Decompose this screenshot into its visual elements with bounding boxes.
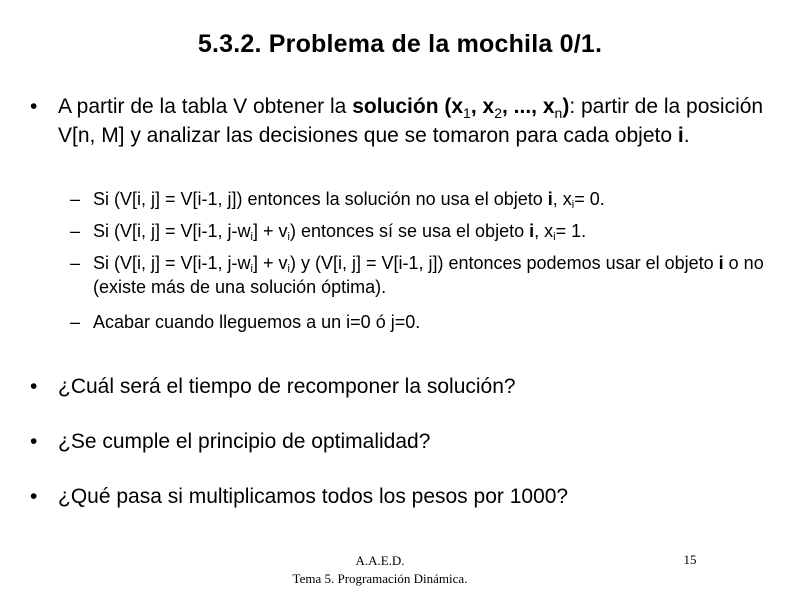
bullet-marker: • [30,375,38,398]
subscript: i [250,231,253,243]
text-bold: solución (x [352,95,464,118]
bullet-solution-recovery [30,92,770,150]
text-part: A partir de la tabla V obtener la [58,95,353,118]
sub-text [93,219,770,243]
bullet-text: ¿Cuál será el tiempo de recomponer la solución? [58,375,516,398]
subscript: i [571,199,575,211]
sub-item-stop [70,310,770,334]
dash-marker: – [70,189,81,209]
bullet-text: ¿Se cumple el principio de optimalidad? [58,430,431,453]
bullet-time-question [30,372,770,401]
text-part: Si (V[i, j] = V[i-1, j]) entonces la solución no usa el objeto [93,189,548,209]
bullet-text: ¿Qué pasa si multiplicamos todos los pesos por 1000? [58,485,569,508]
subscript: i [553,231,556,243]
page-number: 15 [683,552,697,567]
subscript: n [554,105,563,121]
text-part: ] + v [252,221,288,241]
text-bold: ) [562,95,570,118]
sub-item-not-used [70,187,770,211]
dash-marker: – [70,312,81,332]
text-part: = 0. [574,189,605,209]
bullet-marker: • [30,485,38,508]
dash-marker: – [70,253,81,273]
sub-item-either [70,251,770,299]
text-part: o no (existe más de una solución óptima). [93,253,764,297]
text-part: = 1. [555,221,587,241]
text-part: ) y (V[i, j] = V[i-1, j]) entonces podemos usar el objeto [289,253,719,273]
sub-text: Acabar cuando lleguemos a un i=0 ó j=0. [93,312,421,332]
text-part: , x [534,221,554,241]
bullet-text [58,92,770,150]
sub-item-used [70,219,770,243]
bullet-optimality-question [30,427,770,456]
subscript: i [287,231,290,243]
bullet-marker: • [30,95,38,118]
slide-title: 5.3.2. Problema de la mochila 0/1. [197,30,603,58]
dash-marker: – [70,221,81,241]
footer-line2: Tema 5. Programación Dinámica. [292,571,468,586]
subscript: 1 [463,105,471,121]
bullet-weights-question [30,482,770,511]
subscript: 2 [494,105,502,121]
text-part: ] + v [252,253,288,273]
text-part: ) entonces sí se usa el objeto [289,221,530,241]
bullet-marker: • [30,430,38,453]
sub-text [93,251,770,299]
text-bold: , x [470,95,495,118]
text-bold: i [529,221,535,241]
text-bold: i [718,253,724,273]
text-bold: , ..., x [502,95,555,118]
text-part: . [683,124,690,147]
text-part: Si (V[i, j] = V[i-1, j-w [93,221,251,241]
sub-text [93,187,770,211]
text-part: : partir de la posición V[n, M] y analizar las decisiones que se tomaron para cada objeto [58,95,764,147]
text-bold: i [677,124,684,147]
footer-line1: A.A.E.D. [355,553,405,568]
footer-course [240,552,520,588]
subscript: i [250,263,253,275]
text-part: Si (V[i, j] = V[i-1, j-w [93,253,251,273]
subscript: i [287,263,290,275]
text-part: , x [552,189,572,209]
text-bold: i [547,189,553,209]
